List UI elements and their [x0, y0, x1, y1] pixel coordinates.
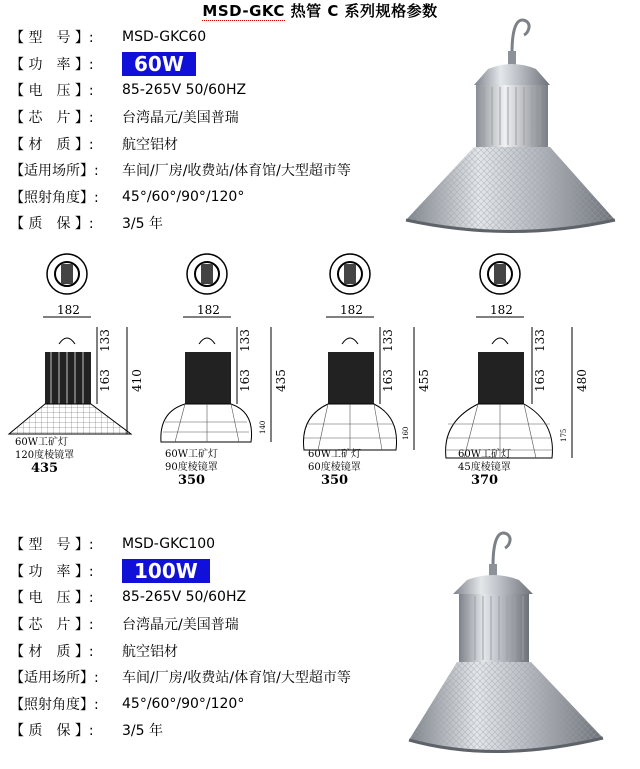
caption-line1: 60W工矿灯	[458, 449, 512, 460]
dim-top-width: 182	[490, 303, 513, 317]
spec-value: 3/5 年	[122, 723, 163, 740]
spec-row-model	[10, 24, 351, 51]
high-bay-lamp-image	[400, 15, 620, 247]
caption-width: 370	[470, 473, 499, 488]
spec-row-chip	[10, 104, 351, 131]
spec-list-60w	[10, 24, 351, 237]
dim-height-top: 133	[533, 329, 547, 352]
spec-row-warranty	[10, 210, 351, 237]
dimension-diagram-90deg	[155, 252, 295, 496]
dim-height-body: 163	[381, 369, 395, 392]
spec-value: 45°/60°/90°/120°	[122, 695, 245, 712]
spec-label: 【 材 质 】:	[10, 136, 94, 153]
spec-row-chip	[10, 611, 351, 638]
spec-label: 【适用场所】:	[10, 670, 99, 687]
spec-value: 航空铝材	[122, 136, 178, 153]
dim-top-width: 182	[197, 303, 220, 317]
dim-height-top: 133	[238, 329, 252, 352]
spec-row-warranty	[10, 717, 351, 744]
dim-height-reflector: 140	[259, 420, 267, 434]
spec-label: 【 材 质 】:	[10, 643, 94, 660]
dim-height-reflector: 160	[402, 426, 410, 440]
spec-value: 车间/厂房/收费站/体育馆/大型超市等	[122, 163, 351, 180]
spec-row-voltage	[10, 584, 351, 611]
spec-row-angle	[10, 184, 351, 211]
spec-list-100w	[10, 531, 351, 744]
caption-line2: 60度棱镜罩	[308, 462, 361, 473]
spec-label: 【 电 压 】:	[10, 590, 94, 607]
spec-label: 【 型 号 】:	[10, 537, 94, 554]
spec-value: 85-265V 50/60HZ	[122, 82, 247, 99]
spec-row-power	[10, 51, 351, 78]
spec-value: 台湾晶元/美国普瑞	[122, 110, 239, 127]
spec-value: 台湾晶元/美国普瑞	[122, 617, 239, 634]
spec-value: 车间/厂房/收费站/体育馆/大型超市等	[122, 670, 351, 687]
diagram-caption	[308, 448, 361, 487]
dim-height-total: 455	[417, 369, 431, 392]
caption-line1: 60W工矿灯	[165, 449, 219, 460]
dim-height-body: 163	[238, 369, 252, 392]
spec-label: 【 芯 片 】:	[10, 617, 94, 634]
dimension-diagram-45deg	[440, 252, 620, 496]
dim-height-total: 435	[274, 369, 288, 392]
spec-row-material	[10, 130, 351, 157]
dim-height-total: 410	[130, 369, 144, 392]
spec-value: 航空铝材	[122, 643, 178, 660]
caption-line1: 60W工矿灯	[308, 449, 362, 460]
spec-label: 【 型 号 】:	[10, 30, 94, 47]
dim-top-width: 182	[340, 303, 363, 317]
caption-width: 350	[320, 473, 349, 488]
diagram-caption	[458, 448, 511, 487]
spec-value: MSD-GKC60	[122, 29, 207, 46]
high-bay-lamp-image-100w	[405, 528, 615, 766]
spec-row-places	[10, 157, 351, 184]
caption-line2: 90度棱镜罩	[165, 462, 218, 473]
spec-row-voltage	[10, 77, 351, 104]
dim-height-total: 480	[575, 369, 589, 392]
spec-label: 【 质 保 】:	[10, 723, 94, 740]
spec-label: 【 功 率 】:	[10, 563, 94, 580]
spec-label: 【 芯 片 】:	[10, 110, 94, 127]
spec-value: 85-265V 50/60HZ	[122, 589, 247, 606]
spec-label: 【 电 压 】:	[10, 83, 94, 100]
spec-row-model	[10, 531, 351, 558]
title-rest: 热管 C 系列规格参数	[290, 2, 438, 20]
spec-label: 【照射角度】:	[10, 189, 99, 206]
caption-line2: 120度棱镜罩	[15, 450, 75, 461]
spec-row-material	[10, 637, 351, 664]
dim-height-body: 163	[533, 369, 547, 392]
dimension-diagram-120deg	[5, 252, 145, 486]
spec-value: 3/5 年	[122, 216, 163, 233]
caption-width: 435	[30, 461, 59, 476]
dim-height-reflector: 175	[560, 428, 568, 442]
spec-label: 【照射角度】:	[10, 696, 99, 713]
dim-height-top: 133	[381, 329, 395, 352]
spec-value: MSD-GKC100	[122, 536, 216, 553]
caption-line1: 60W工矿灯	[15, 437, 69, 448]
spec-label: 【 质 保 】:	[10, 216, 94, 233]
spec-row-power	[10, 558, 351, 585]
spec-value: 45°/60°/90°/120°	[122, 188, 245, 205]
power-badge: 100W	[122, 559, 210, 583]
title-brand: MSD-GKC	[202, 2, 285, 20]
spec-label: 【 功 率 】:	[10, 56, 94, 73]
caption-line2: 45度棱镜罩	[458, 462, 511, 473]
diagram-caption	[15, 436, 74, 475]
diagram-caption	[165, 448, 218, 487]
dimension-diagram-60deg	[298, 252, 438, 496]
power-badge: 60W	[122, 52, 196, 76]
spec-row-angle	[10, 691, 351, 718]
caption-width: 350	[177, 473, 206, 488]
spec-label: 【适用场所】:	[10, 163, 99, 180]
dim-height-top: 133	[98, 329, 112, 352]
spec-row-places	[10, 664, 351, 691]
dim-top-width: 182	[57, 303, 80, 317]
dim-height-body: 163	[98, 369, 112, 392]
